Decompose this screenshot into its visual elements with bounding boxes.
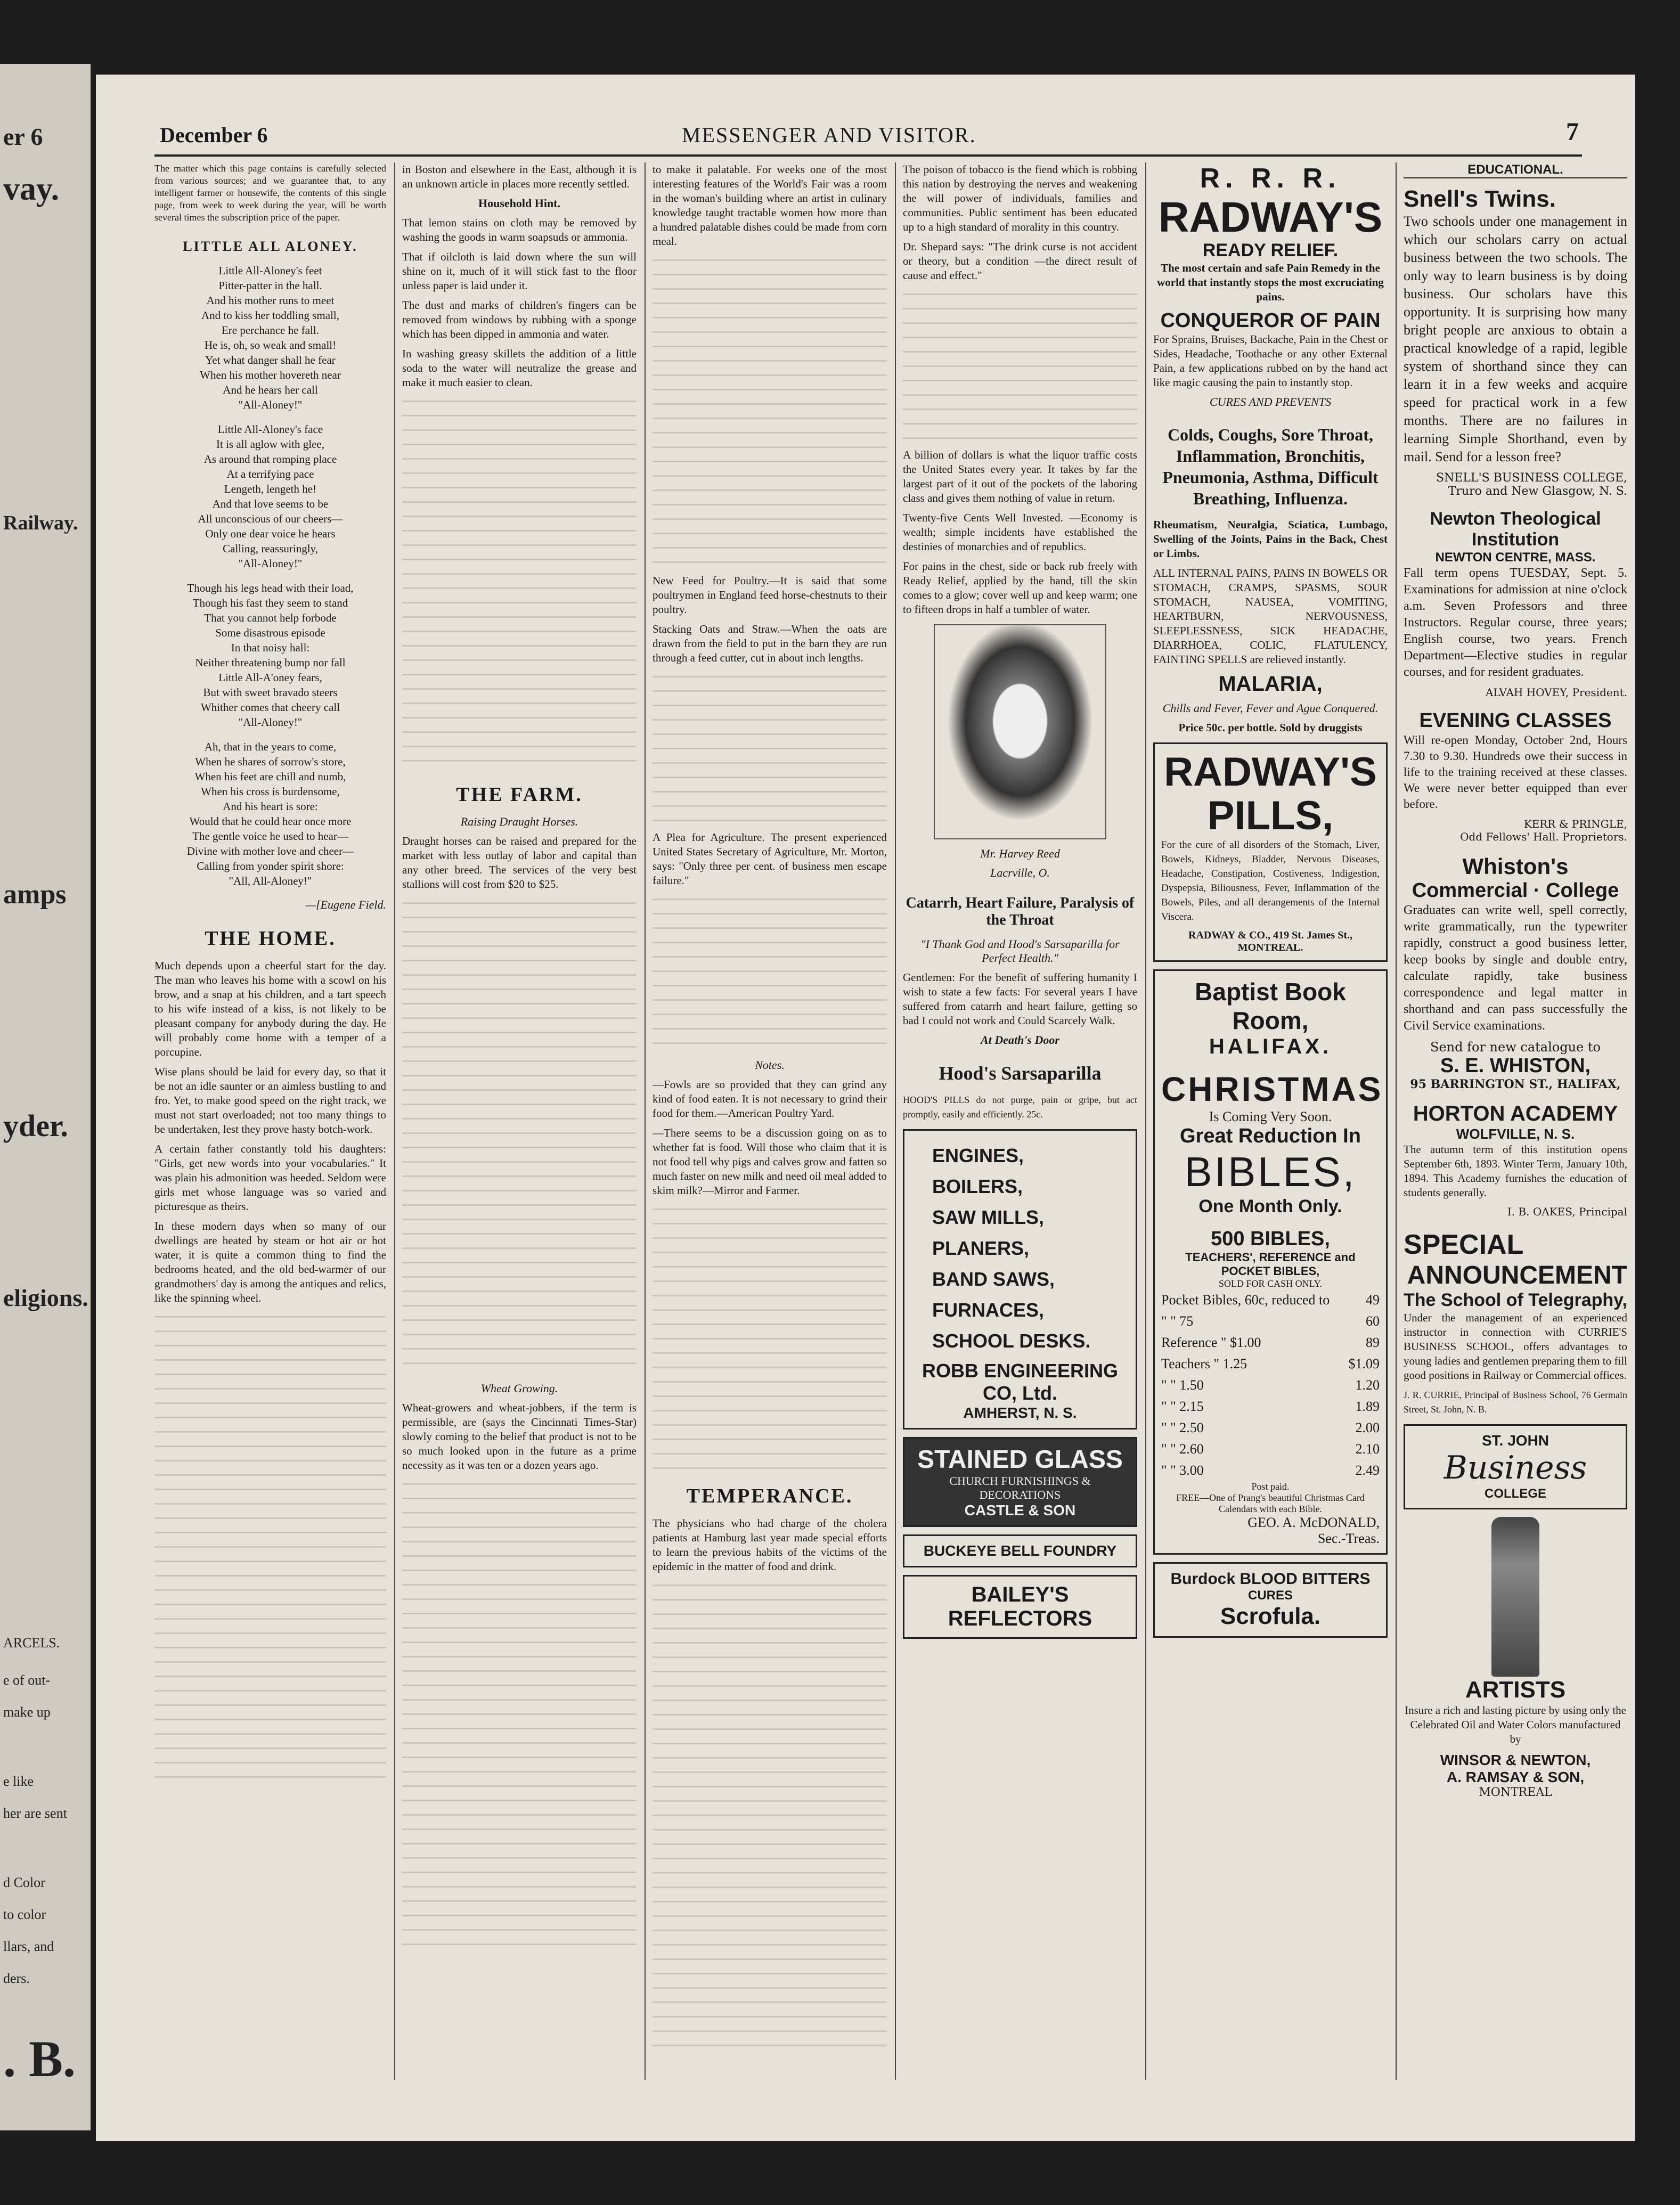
prev-fragment: e like: [3, 1774, 34, 1789]
rrr-mark: R. R. R.: [1200, 163, 1341, 194]
body-text-lines: [653, 1579, 887, 2059]
article-paragraph: Wheat-growers and wheat-jobbers, if the term is permissible, are (says the Cincinnati Times-Star) slowly coming to the belief that product is not to be so much looked upon in the future as a prime necessity as it was ten or a dozen years ago.: [402, 1401, 637, 1472]
radway-pills-ad: [1153, 742, 1388, 962]
poem-stanza: Little All-Aloney's face It is all aglow with glee, As around that romping place At a terrifying pace Lengeth, lengeth he! And that love seems to be All unconscious of our cheers— Only one dear voice he hears Calling, reassuringly, "All-Aloney!": [198, 423, 343, 570]
article-paragraph: The dust and marks of children's fingers can be removed from windows by rubbing with a sponge which has been dipped in ammonia and water.: [402, 299, 637, 340]
poem-stanza: Though his legs head with their load, Though his fast they seem to stand That you cannot help forbode Some disastrous episode In that noisy hall: Neither threatening bump nor fall Little All-A'oney fears, But with sweet bravado steers Whither comes that cheery call "All-Aloney!": [187, 582, 354, 729]
robb-engineering-ad: [903, 1129, 1137, 1430]
page-number: 7: [1566, 118, 1579, 146]
stjohn-business-college-ad: [1404, 1424, 1627, 1509]
subheading: Notes.: [755, 1058, 785, 1072]
price-value: 2.49: [1355, 1463, 1380, 1478]
ad-quote: "I Thank God and Hood's Sarsaparilla for Perfect Health.": [920, 937, 1120, 965]
prev-fragment: ARCELS.: [3, 1635, 60, 1651]
horton-title: HORTON ACADEMY: [1413, 1102, 1618, 1125]
ad-subheading: CURES AND PREVENTS: [1209, 395, 1332, 409]
ad-subheading: At Death's Door: [981, 1033, 1059, 1047]
article-paragraph: in Boston and elsewhere in the East, although it is an unknown article in places more recently settled.: [402, 163, 637, 190]
body-text-lines: [653, 1203, 887, 1469]
body-text-lines: [903, 288, 1137, 448]
christmas-heading: CHRISTMAS: [1161, 1070, 1383, 1108]
section-heading-home: THE HOME.: [205, 927, 336, 950]
conqueror-heading: CONQUEROR OF PAIN: [1160, 309, 1381, 332]
price-value: 1.20: [1355, 1377, 1380, 1393]
one-month: One Month Only.: [1198, 1196, 1342, 1216]
burdock-brand: Burdock BLOOD BITTERS: [1170, 1570, 1371, 1588]
prev-fragment: d Color: [3, 1875, 45, 1890]
price-item: " " 2.50: [1161, 1420, 1204, 1435]
hoods-brand: Hood's Sarsaparilla: [939, 1063, 1102, 1084]
newton-location: NEWTON CENTRE, MASS.: [1435, 550, 1596, 565]
price-item: Teachers " 1.25: [1161, 1356, 1247, 1371]
portrait-engraving: [934, 624, 1106, 839]
ad-body: For Sprains, Bruises, Backache, Pain in the Chest or Sides, Headache, Toothache or any other External Pain, a few applications rubbed on by the hand act like magic causing the pain to instantly stop.: [1153, 333, 1388, 389]
buckeye-ad: [903, 1534, 1137, 1567]
whiston-address: 95 BARRINGTON ST., HALIFAX,: [1410, 1077, 1621, 1091]
body-text-lines: [402, 395, 637, 768]
hoods-pills: HOOD'S PILLS do not purge, pain or gripe, but act promptly, easily and efficiently. 25c.: [903, 1095, 1137, 1120]
price-value: 60: [1366, 1313, 1380, 1329]
price-row: [1161, 1353, 1380, 1375]
winsor-newton: WINSOR & NEWTON,: [1440, 1752, 1591, 1768]
prev-fragment: make up: [3, 1704, 51, 1720]
rheumatism-line: Rheumatism, Neuralgia, Sciatica, Lumbago, Swelling of the Joints, Pains in the Back, Chest or Limbs.: [1153, 518, 1388, 560]
snell-title: Snell's Twins.: [1404, 186, 1556, 212]
column-6: [1404, 162, 1627, 2080]
whiston-body: Graduates can write well, spell correctly, write grammatically, run the typewriter rapidly, construct a good business letter, keep books by single and double entry, calculate rapidly, take business correspondence and legal matter in shorthand and can pass successfully the Civil Service examinations.: [1404, 903, 1627, 1033]
prev-fragment: yder.: [3, 1108, 68, 1143]
price-item: Reference " $1.00: [1161, 1335, 1261, 1350]
telegraphy-body: Under the management of an experienced instructor in connection with CURRIE'S BUSINESS SCHOOL, offers advantages to young ladies and gentlemen preparing them to fill good positions in Railway or Commercial offices.: [1404, 1311, 1627, 1382]
stained-title: STAINED GLASS: [917, 1446, 1123, 1474]
ramsay-city: MONTREAL: [1479, 1786, 1552, 1799]
artists-body: Insure a rich and lasting picture by using only the Celebrated Oil and Water Colors manufactured by: [1405, 1704, 1626, 1745]
college-label: COLLEGE: [1484, 1487, 1546, 1501]
prev-fragment: e of out-: [3, 1672, 51, 1688]
column-rule: [1396, 162, 1397, 2080]
price-item: " " 2.60: [1161, 1441, 1204, 1457]
intro-note: The matter which this page contains is carefully selected from various sources; and we guarantee that, to any intelligent farmer or housewife, the contents of this single page, from week to week during the year, will be worth several times the subscription price of the paper.: [154, 163, 386, 223]
article-paragraph: For pains in the chest, side or back rub freely with Ready Relief, applied by the hand, till the skin comes to a glow; cover well up and keep warm; one to fifteen drops in half a tumbler of water.: [903, 560, 1137, 616]
bibles-heading: BIBLES,: [1184, 1148, 1357, 1195]
buckeye-title: BUCKEYE BELL FOUNDRY: [923, 1542, 1117, 1559]
baptist-city: HALIFAX.: [1209, 1035, 1332, 1058]
prev-fragment: er 6: [3, 123, 43, 150]
telegraphy-title: The School of Telegraphy,: [1404, 1290, 1627, 1310]
article-paragraph: A billion of dollars is what the liquor traffic costs the United States every year. It takes by far the largest part of it out of the pockets of the laboring class and gives them nothing of value in return.: [903, 448, 1137, 504]
article-paragraph: Much depends upon a cheerful start for the day. The man who leaves his home with a scowl on his brow, and a snap at his children, and a tart speech to his wife instead of a kiss, is not likely to be pleasant company for anybody during the day. He will probably come home with a temper of a porcupine.: [154, 959, 386, 1058]
malaria-heading: MALARIA,: [1218, 672, 1323, 696]
prev-fragment: ders.: [3, 1971, 30, 1986]
evening-title: EVENING CLASSES: [1419, 709, 1612, 732]
scrofula-heading: Scrofula.: [1220, 1603, 1321, 1629]
reduction-line: Great Reduction In: [1180, 1125, 1361, 1147]
article-paragraph: Wise plans should be laid for every day, so that it be not an idle saunter or an aimless bustling to and fro. Yet, to make good speed on the right track, we must not start overloaded; not too many things to be undertaken, lest they prove hasty botch-work.: [154, 1065, 386, 1136]
robb-name: ROBB ENGINEERING CO, Ltd.: [921, 1360, 1119, 1404]
pills-address: RADWAY & CO., 419 St. James St., MONTREAL.: [1188, 929, 1352, 953]
price-item: " " 2.15: [1161, 1399, 1204, 1414]
baileys-title: BAILEY'S REFLECTORS: [948, 1583, 1092, 1630]
baptist-book-room-ad: [1153, 969, 1388, 1555]
stained-firm: CASTLE & SON: [964, 1502, 1076, 1518]
horton-location: WOLFVILLE, N. S.: [1456, 1126, 1575, 1142]
signatory-title: Sec.-Treas.: [1317, 1531, 1380, 1546]
price-row: [1161, 1460, 1380, 1481]
price-value: 2.00: [1355, 1420, 1380, 1435]
coming-line: Is Coming Very Soon.: [1209, 1109, 1332, 1124]
prev-fragment: . B.: [3, 2030, 76, 2087]
stained-sub: CHURCH FURNISHINGS & DECORATIONS: [949, 1474, 1091, 1501]
subheading: Household Hint.: [478, 197, 561, 210]
price-row: [1161, 1332, 1380, 1353]
column-5: [1153, 162, 1388, 2080]
engines-item: FURNACES,: [932, 1299, 1045, 1321]
newton-title: Newton Theological Institution: [1430, 509, 1601, 550]
article-paragraph: New Feed for Poultry.—It is said that some poultrymen in England feed horse-chestnuts to their poultry.: [653, 574, 887, 616]
column-3: [653, 162, 887, 2080]
column-rule: [645, 162, 646, 2080]
whiston-title: Whiston's: [1462, 854, 1569, 879]
previous-page-edge: [0, 64, 91, 2130]
pills-title-2: PILLS,: [1207, 793, 1334, 838]
section-label: EDUCATIONAL.: [1404, 162, 1627, 178]
signatory: GEO. A. McDONALD,: [1247, 1515, 1380, 1530]
issue-date: December 6: [160, 123, 268, 147]
engines-item: SCHOOL DESKS.: [932, 1330, 1091, 1352]
poem-credit: —[Eugene Field.: [305, 898, 386, 911]
newspaper-page: [96, 75, 1635, 2141]
currie-signature: J. R. CURRIE, Principal of Business School, 76 Germain Street, St. John, N. B.: [1404, 1390, 1627, 1415]
article-paragraph: The poison of tobacco is the fiend which is robbing this nation by destroying the nerves and weakening the will power of individuals, families and communities. Public sentiment has been educated up to a high standard of morality in this country.: [903, 163, 1137, 233]
rr-tagline: The most certain and safe Pain Remedy in the world that instantly stops the most excruciating pains.: [1157, 262, 1384, 303]
price-line: Price 50c. per bottle. Sold by druggists: [1178, 721, 1363, 734]
colds-heading: Colds, Coughs, Sore Throat, Inflammation, Bronchitis, Pneumonia, Asthma, Difficult Breathing, Influenza.: [1162, 425, 1379, 508]
poem-stanza: Little All-Aloney's feet Pitter-patter in the hall. And his mother runs to meet And to kiss her toddling small, Ere perchance he fall. He is, oh, so weak and small! Yet what danger shall he fear When his mother hovereth near And he hears her call "All-Aloney!": [200, 264, 341, 411]
engines-item: ENGINES,: [932, 1145, 1024, 1166]
article-paragraph: to make it palatable. For weeks one of the most interesting features of the World's Fair was a room in the woman's building where an artist in culinary knowledge taught tractable women how more than a hundred palatable dishes could be made from corn meal.: [653, 163, 887, 248]
column-rule: [895, 162, 896, 2080]
price-row: [1161, 1439, 1380, 1460]
malaria-sub: Chills and Fever, Fever and Ague Conquered.: [1162, 701, 1379, 715]
pills-body: For the cure of all disorders of the Stomach, Liver, Bowels, Kidneys, Bladder, Nervous Diseases, Headache, Constipation, Costiveness, Indigestion, Dyspepsia, Biliousness, Fever, Inflammation of the Bowels, Piles, and all derangements of the Internal Viscera.: [1161, 839, 1380, 922]
ramsay-agent: A. RAMSAY & SON,: [1446, 1769, 1585, 1785]
body-text-lines: [402, 897, 637, 1376]
snell-signature: SNELL'S BUSINESS COLLEGE,: [1436, 471, 1627, 485]
column-rule: [1145, 162, 1146, 2080]
prev-fragment: Railway.: [3, 512, 78, 534]
article-paragraph: —Fowls are so provided that they can grind any kind of food eaten. It is not necessary to grind their food for them.—American Poultry Yard.: [653, 1078, 887, 1120]
price-item: " " 1.50: [1161, 1377, 1204, 1393]
price-item: " " 75: [1161, 1313, 1194, 1329]
engines-item: SAW MILLS,: [932, 1206, 1044, 1228]
stjohn-label: ST. JOHN: [1481, 1432, 1549, 1449]
prev-fragment: vay.: [3, 171, 60, 207]
cash-only: SOLD FOR CASH ONLY.: [1219, 1278, 1322, 1289]
price-value: 1.89: [1355, 1399, 1380, 1414]
engines-item: BOILERS,: [932, 1175, 1023, 1197]
engines-item: PLANERS,: [932, 1237, 1030, 1259]
prev-fragment: llars, and: [3, 1939, 54, 1954]
article-paragraph: A Plea for Agriculture. The present experienced United States Secretary of Agriculture, Mr. Morton, says: "Only three per cent. of business men escape failure.": [653, 831, 887, 887]
announcement-heading: ANNOUNCEMENT: [1407, 1261, 1627, 1289]
burdock-ad: [1153, 1562, 1388, 1638]
horton-signature: I. B. OAKES, Principal: [1507, 1205, 1627, 1218]
poem-stanza: Ah, that in the years to come, When he shares of sorrow's store, When his feet are chill and numb, When his cross is burdensome, And his heart is sore: Would that he could hear once more The gentle voice he used to hear— Divine with mother love and cheer— Calling from yonder spirit shore: "All, All-Aloney!": [186, 740, 354, 887]
price-value: 89: [1366, 1335, 1380, 1350]
newton-body: Fall term opens TUESDAY, Sept. 5. Examinations for admission at nine o'clock a.m. Seven Professors and three Instructors. Regular course, three years; English course, two years. French Department—Elective studies in regular courses, and for resident graduates.: [1404, 566, 1627, 679]
prev-fragment: to color: [3, 1907, 46, 1922]
paper-title: MESSENGER AND VISITOR.: [682, 123, 976, 147]
baptist-title: Baptist Book Room,: [1195, 978, 1346, 1034]
prev-fragment: amps: [3, 879, 67, 910]
price-item: Pocket Bibles, 60c, reduced to: [1161, 1292, 1330, 1308]
evening-body: Will re-open Monday, October 2nd, Hours 7.30 to 9.30. Hundreds owe their success in life to the training received at these classes. We were never better equipped than ever before.: [1404, 733, 1627, 811]
prev-fragment: eligions.: [3, 1284, 88, 1311]
special-heading: SPECIAL: [1404, 1229, 1524, 1260]
column-rule: [394, 162, 395, 2080]
body-text-lines: [653, 254, 887, 574]
portrait-caption: Mr. Harvey Reed: [980, 847, 1060, 860]
article-paragraph: In washing greasy skillets the addition of a little soda to the water will neutralize the grease and make it much easier to clean.: [402, 347, 637, 389]
body-text-lines: [653, 893, 887, 1053]
business-script: Business: [1444, 1449, 1587, 1487]
poem-title: LITTLE ALL ALONEY.: [183, 239, 358, 254]
article-paragraph: That if oilcloth is laid down where the sun will shine on it, much of it will stick fast to the floor unless paper is laid under it.: [402, 250, 637, 292]
price-row: [1161, 1289, 1380, 1311]
radway-title: RADWAY'S: [1158, 193, 1383, 241]
article-paragraph: Stacking Oats and Straw.—When the oats are drawn from the field to put in the barn they are run through a feed cutter, cut in about inch lengths.: [653, 623, 887, 664]
pills-title: RADWAY'S: [1164, 749, 1377, 795]
whiston-catalogue: Send for new catalogue to: [1430, 1040, 1601, 1055]
article-paragraph: Draught horses can be raised and prepared for the market with less outlay of labor and capital than any other breed. The services of the very best stallions will cost from $20 to $25.: [402, 835, 637, 891]
section-heading-farm: THE FARM.: [456, 783, 583, 806]
burdock-cures: CURES: [1247, 1588, 1293, 1603]
column-4: [903, 162, 1137, 2080]
free-offer: FREE—One of Prang's beautiful Christmas Card Calendars with each Bible.: [1176, 1492, 1365, 1514]
section-heading-temperance: TEMPERANCE.: [686, 1485, 853, 1507]
snell-body: Two schools under one management in which our scholars carry on actual business between the two schools. The only way to learn business is by doing business. Our scholars have this opportunity. It is surprising how many bright people are anxious to obtain a practical knowledge of a rapid, legible system of shorthand since they can learn it in a few weeks and acquire speed for practical work in a few months. There are no failures in learning Simple Shorthand, even by mail. Send for a lesson free?: [1404, 214, 1627, 464]
whiston-name: S. E. WHISTON,: [1440, 1055, 1591, 1077]
article-paragraph: The physicians who had charge of the cholera patients at Hamburg last year made special efforts to learn the previous habits of the victims of the epidemic in the matter of food and drink.: [653, 1517, 887, 1573]
body-text-lines: [653, 671, 887, 830]
color-tube-illustration: [1491, 1517, 1539, 1677]
article-paragraph: A certain father constantly told his daughters: "Girls, get new words into your vocabularies." It was plain his admonition was heeded. Seldom were girls met whose language was so varied and picturesque as theirs.: [154, 1142, 386, 1213]
ready-relief: READY RELIEF.: [1202, 240, 1339, 260]
subheading: Raising Draught Horses.: [460, 815, 578, 828]
internal-pains: ALL INTERNAL PAINS, PAINS IN BOWELS OR STOMACH, CRAMPS, SPASMS, SOUR STOMACH, NAUSEA, VOMITING, HEARTBURN, NERVOUSNESS, SLEEPLESSNESS, SICK HEADACHE, DIARRHOEA, COLIC, FLATULENCY, FAINTING SPELLS are relieved instantly.: [1153, 567, 1388, 666]
price-value: 2.10: [1355, 1441, 1380, 1457]
ad-headline: Catarrh, Heart Failure, Paralysis of the Throat: [906, 895, 1135, 928]
artists-heading: ARTISTS: [1465, 1677, 1566, 1703]
snell-location: Truro and New Glasgow, N. S.: [1448, 485, 1627, 498]
price-row: [1161, 1396, 1380, 1417]
subheading: Wheat Growing.: [480, 1382, 558, 1395]
article-paragraph: That lemon stains on cloth may be removed by washing the goods in warm soapsuds or ammonia.: [402, 216, 637, 243]
price-item: " " 3.00: [1161, 1463, 1204, 1478]
robb-location: AMHERST, N. S.: [963, 1404, 1077, 1421]
stained-glass-ad: [903, 1437, 1137, 1527]
evening-location: Odd Fellows' Hall. Proprietors.: [1460, 830, 1627, 843]
column-1: [154, 162, 386, 2080]
horton-body: The autumn term of this institution opens September 6th, 1893. Winter Term, January 10th, 1894. This Academy furnishes the education of students generally.: [1404, 1143, 1627, 1199]
five-hundred-bibles: 500 BIBLES,: [1211, 1228, 1330, 1250]
price-row: [1161, 1375, 1380, 1396]
prev-fragment: her are sent: [3, 1806, 67, 1821]
newton-signature: ALVAH HOVEY, President.: [1486, 686, 1627, 699]
body-text-lines: [154, 1311, 386, 1790]
post-paid: Post paid.: [1251, 1481, 1290, 1492]
article-paragraph: —There seems to be a discussion going on as to whether fat is food. Will those who claim that it is not food tell why pigs and calves grow and fatten so much faster on new milk and need oil meal added to skim milk?—Mirror and Farmer.: [653, 1126, 887, 1197]
article-paragraph: Twenty-five Cents Well Invested. —Economy is wealth; simple incidents have established the destinies of monarchies and of republics.: [903, 511, 1137, 553]
bibles-types: TEACHERS', REFERENCE and POCKET BIBLES,: [1185, 1251, 1356, 1278]
portrait-caption-place: Lacrville, O.: [990, 866, 1050, 879]
article-paragraph: Dr. Shepard says: "The drink curse is not accident or theory, but a condition —the direct result of cause and effect.": [903, 240, 1137, 282]
price-row: [1161, 1311, 1380, 1332]
column-2: [402, 162, 637, 2080]
engines-item: BAND SAWS,: [932, 1268, 1055, 1290]
article-paragraph: In these modern days when so many of our dwellings are heated by steam or hot air or hot water, it is quite a common thing to find the bedrooms heated, and the old bed-warmer of our grandmothers' day is among the antiques and relics, like the spinning wheel.: [154, 1220, 386, 1304]
whiston-college: Commercial · College: [1412, 879, 1619, 902]
baileys-ad: [903, 1575, 1137, 1639]
body-text-lines: [402, 1478, 637, 1957]
price-value: 49: [1366, 1292, 1380, 1308]
price-row: [1161, 1417, 1380, 1439]
price-value: $1.09: [1348, 1356, 1380, 1371]
evening-signature: KERR & PRINGLE,: [1523, 818, 1627, 830]
ad-body: Gentlemen: For the benefit of suffering humanity I wish to state a few facts: For several years I have suffered from catarrh and heart failure, getting so bad I could not work and Could Scarcely Walk.: [903, 971, 1137, 1027]
